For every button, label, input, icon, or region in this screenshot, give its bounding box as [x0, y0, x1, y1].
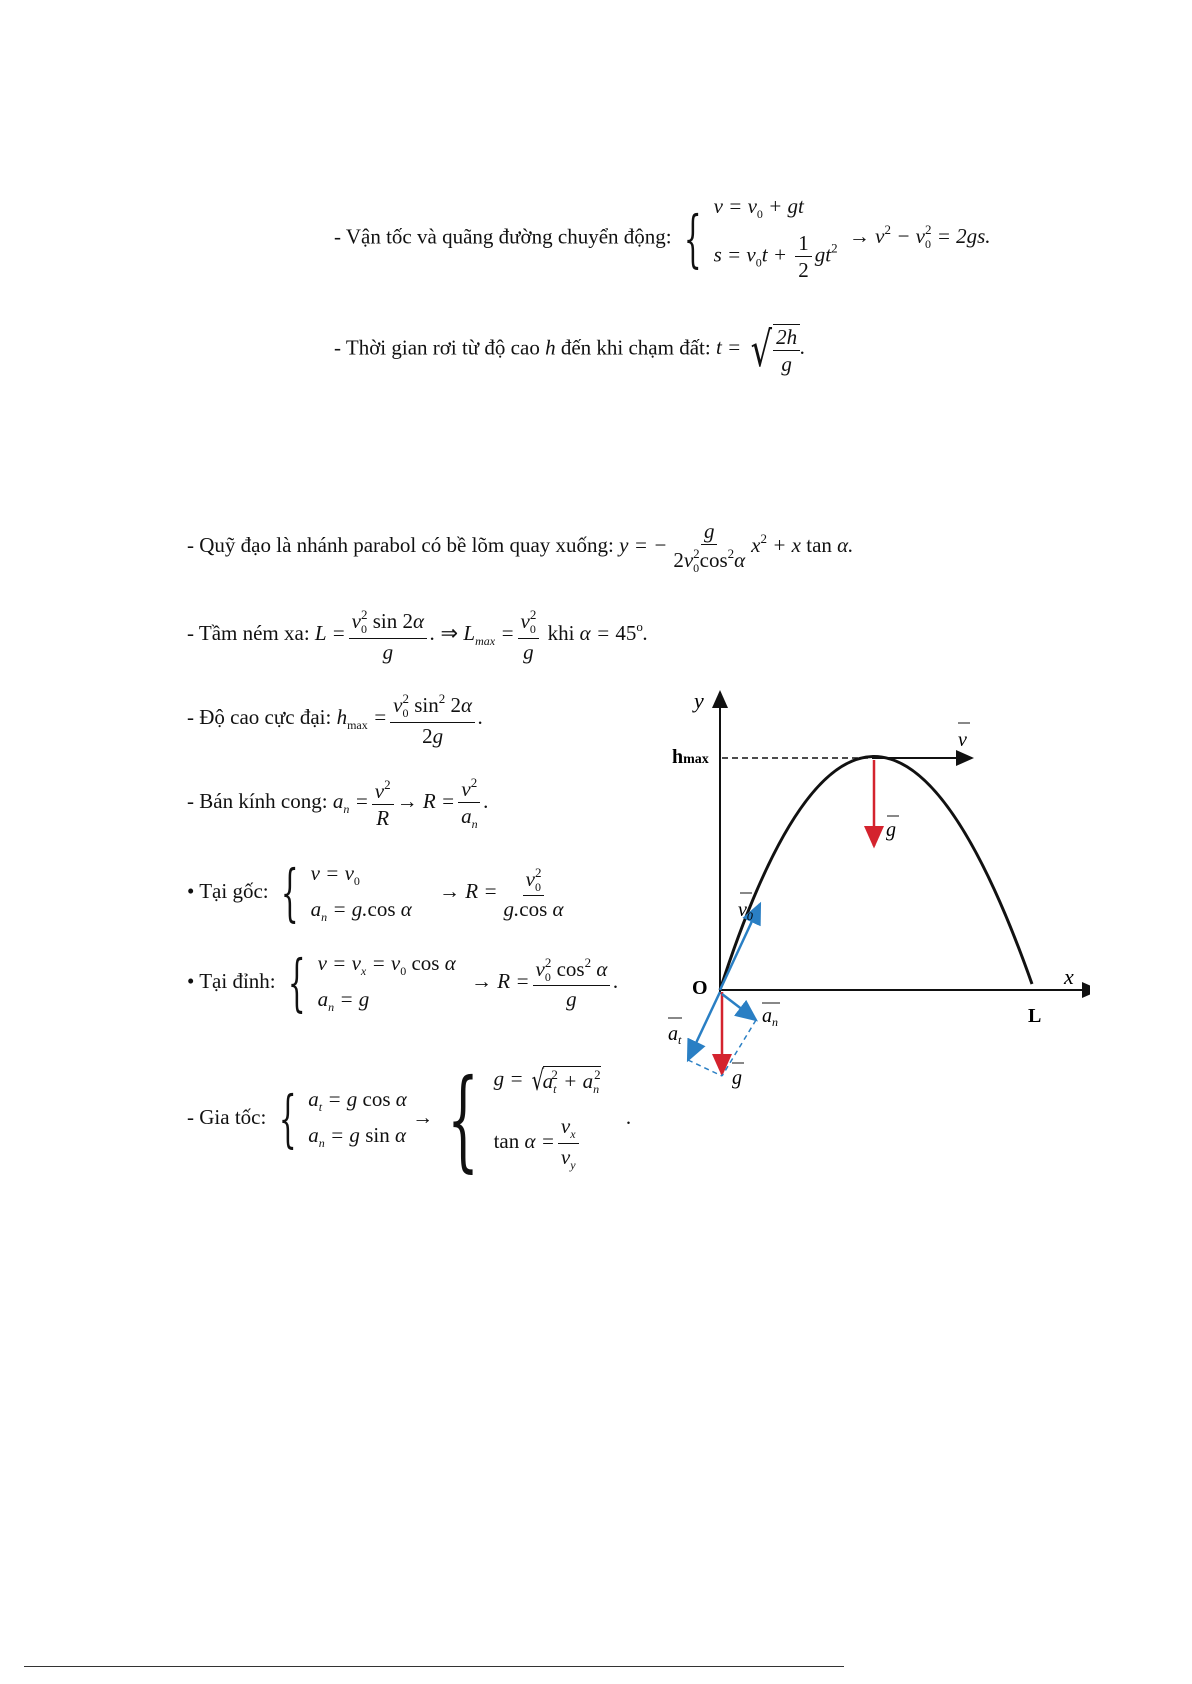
range-line	[187, 608, 648, 663]
trajectory-formula: y = − $\frac{g}{2v_0^2\cos^2\alpha}$ $x^2 + x$ tan α.	[619, 519, 854, 576]
x-axis-label: x	[1064, 964, 1074, 989]
svg-text:g: g	[886, 819, 896, 841]
gravity-top-label	[886, 816, 899, 841]
apex-label: • Tại đỉnh:	[187, 968, 276, 993]
velocity-top-label	[958, 723, 970, 751]
left-brace: {	[280, 856, 299, 929]
origin-line	[187, 856, 570, 929]
gravity-bottom-label	[732, 1063, 744, 1089]
apex-radius: → R = $\frac{v_0^2 \cos^2 \alpha}{g}$ .	[471, 954, 619, 1012]
svg-text:g: g	[732, 1067, 742, 1089]
range-angle: $\alpha = 45^o$.	[579, 619, 649, 646]
origin-system: $v = v_0$ $a_n = g.\cos$ α	[310, 861, 412, 924]
curvature-formula: $a_n$ = $\frac{v^2}{R}$ → R = $\frac{v^2}{a_n}$ .	[332, 775, 489, 832]
max-height-formula: $h_{max}$ = $\frac{v_0^2 \sin^2 2\alpha}{2g}$ .	[336, 691, 484, 748]
range-formula: L = $\frac{v_0^2 \sin 2\alpha}{g}$ . ⇒ $L_{max}$ = $\frac{v_0^2}{g}$	[315, 621, 542, 645]
origin-label: • Tại gốc:	[187, 878, 269, 903]
hmax-label: hmax	[672, 746, 709, 768]
range-end-label: L	[1028, 1005, 1042, 1027]
svg-text:an: $a_n$	[762, 1005, 778, 1029]
apex-line	[187, 946, 619, 1019]
y-axis-label: y	[694, 688, 704, 713]
origin-label: O	[692, 977, 708, 999]
left-brace: {	[287, 946, 306, 1019]
svg-text:at: $a_t$	[668, 1023, 682, 1047]
svg-text:v0: $v_0$	[738, 899, 753, 923]
equation-system: $v = v_0$ + gt $s = v_0t$ + $\frac{1}{2}$ $gt^2$	[713, 194, 838, 283]
acceleration-label: - Gia tốc:	[187, 1104, 267, 1129]
trajectory-label: - Quỹ đạo là nhánh parabol có bề lõm quay xuống:	[187, 533, 614, 558]
apex-system: $v = v_x = v_0$ cos α $a_n = g$	[317, 951, 456, 1014]
fall-time-h: h	[545, 335, 556, 360]
curvature-label: - Bán kính cong:	[187, 789, 328, 814]
projectile-diagram	[660, 682, 1090, 1102]
fall-time-label: - Thời gian rơi từ độ cao	[334, 335, 540, 360]
svg-text:v: v	[958, 729, 967, 751]
tangential-accel-label	[668, 1018, 682, 1047]
origin-radius: → R = $\frac{v_0^2}{\text{g.cos α}}$	[439, 864, 564, 922]
acceleration-line: - Gia tốc: { $a_t = g$ cos α $a_n = g$ sin α → { g = √ $a_t^2 + a_n^2$ tan α = $\frac{v_x}{v_y}$ .	[187, 1055, 632, 1183]
normal-accel-vector	[722, 994, 756, 1020]
fall-time-line	[334, 321, 806, 378]
fall-time-rest: đến khi chạm đất:	[560, 335, 711, 360]
decomposition-dash-1	[688, 1060, 722, 1076]
fall-time-formula: t = √ $\frac{2h}{g}$ .	[715, 321, 806, 378]
left-brace: {	[683, 201, 702, 275]
acceleration-result-system: g = √ $a_t^2 + a_n^2$ tan α = $\frac{v_x}{v_y}$	[493, 1063, 601, 1172]
velocity-distance-line	[334, 196, 991, 281]
left-brace: {	[278, 1082, 297, 1155]
range-when: khi	[547, 621, 575, 646]
curvature-line	[187, 776, 489, 831]
max-height-label: - Độ cao cực đại:	[187, 705, 332, 730]
trajectory-curve	[720, 756, 1032, 990]
left-brace-large: {	[447, 1055, 480, 1183]
trajectory-line	[187, 520, 853, 575]
max-height-line	[187, 692, 483, 747]
velocity-relation: → $v^2 - v_0^2 = 2gs$.	[848, 222, 991, 252]
velocity-label: - Vận tốc và quãng đường chuyển động:	[334, 224, 672, 249]
normal-accel-label	[762, 1003, 780, 1029]
tangential-accel-vector	[688, 992, 720, 1060]
range-label: - Tầm ném xa:	[187, 621, 310, 646]
footer-rule	[24, 1666, 844, 1667]
acceleration-system: $a_t = g$ cos α $a_n = g$ sin α	[308, 1087, 407, 1150]
